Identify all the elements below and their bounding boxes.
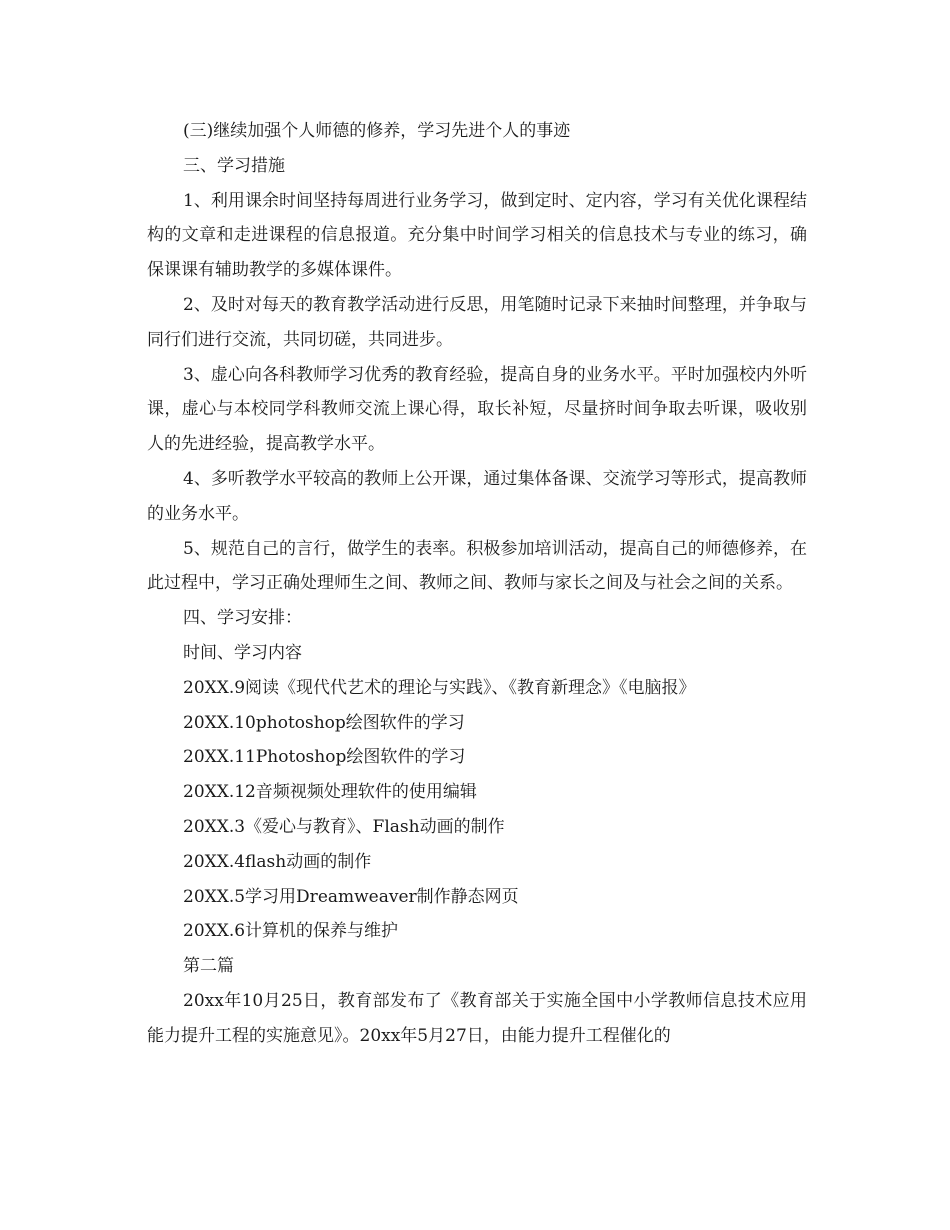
paragraph-part-two-intro: 20xx年10月25日，教育部发布了《教育部关于实施全国中小学教师信息技术应用能力提升工程的实施意见》。20xx年5月27日，由能力提升工程催化的 (147, 990, 807, 1046)
schedule-item: 20XX.11Photoshop绘图软件的学习 (183, 747, 466, 768)
schedule-item: 20XX.9阅读《现代代艺术的理论与实践》、《教育新理念》《电脑报》 (183, 677, 696, 698)
paragraph-measure-2: 2、及时对每天的教育教学活动进行反思，用笔随时记录下来抽时间整理，并争取与同行们进行交流，共同切磋，共同进步。 (147, 294, 807, 350)
document-body (147, 114, 807, 1054)
schedule-item: 20XX.6计算机的保养与维护 (183, 921, 399, 942)
schedule-item: 20XX.5学习用Dreamweaver制作静态网页 (183, 886, 519, 907)
section-heading-schedule: 四、学习安排： (183, 608, 302, 629)
paragraph-measure-4: 4、多听教学水平较高的教师上公开课，通过集体备课、交流学习等形式，提高教师的业务水平。 (147, 468, 807, 524)
schedule-item: 20XX.10photoshop绘图软件的学习 (183, 712, 465, 733)
section-heading-measures: 三、学习措施 (183, 155, 285, 176)
paragraph-measure-5: 5、规范自己的言行，做学生的表率。积极参加培训活动，提高自己的师德修养，在此过程中，学习正确处理师生之间、教师之间、教师与家长之间及与社会之间的关系。 (147, 538, 807, 594)
schedule-item: 20XX.3《爱心与教育》、Flash动画的制作 (183, 816, 505, 837)
paragraph-heading-3: (三)继续加强个人师德的修养，学习先进个人的事迹 (183, 121, 571, 141)
section-heading-part-two: 第二篇 (183, 956, 234, 977)
schedule-item: 20XX.12音频视频处理软件的使用编辑 (183, 782, 477, 803)
paragraph-measure-1: 1、利用课余时间坚持每周进行业务学习，做到定时、定内容，学习有关优化课程结构的文章和走进课程的信息报道。充分集中时间学习相关的信息技术与专业的练习，确保课课有辅助教学的多媒体课件。 (147, 190, 807, 281)
schedule-header: 时间、学习内容 (183, 642, 302, 663)
schedule-item: 20XX.4flash动画的制作 (183, 851, 372, 872)
paragraph-measure-3: 3、虚心向各科教师学习优秀的教育经验，提高自身的业务水平。平时加强校内外听课，虚心与本校同学科教师交流上课心得，取长补短，尽量挤时间争取去听课，吸收别人的先进经验，提高教学水平。 (147, 364, 807, 455)
